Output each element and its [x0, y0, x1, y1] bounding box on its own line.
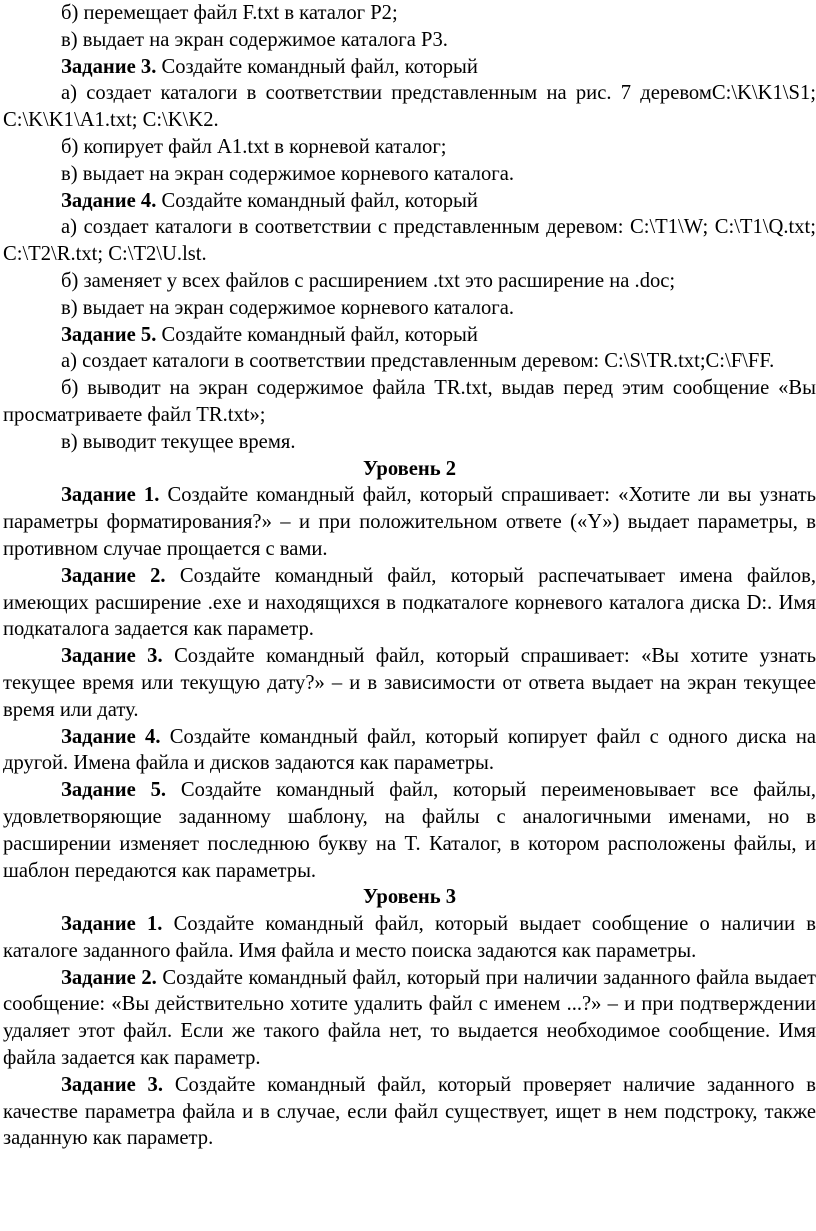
l2-task-4 [3, 724, 816, 778]
l3-task-1 [3, 911, 816, 965]
l1-task3-item-a: а) создает каталоги в соответствии представленным на рис. 7 деревомC:\K\K1\S1; C:\K\K1\A1.txt; C:\K\K2. [3, 82, 816, 132]
l1-task4-intro-text: Создайте командный файл, который [156, 189, 478, 212]
l3-task-2-label: Задание 2. [61, 966, 157, 989]
l1-task4-item-c: в) выдает на экран содержимое корневого каталога. [61, 296, 514, 319]
l2-task-5-text: Создайте командный файл, который переименовывает все файлы, удовлетворяющие заданному шаблону, на файлы с аналогичными именами, но в расширении изменяет последнюю букву на T. Каталог, в котором расположены файлы, и шаблон передаются как параметры. [3, 779, 816, 882]
l2-task-1-label: Задание 1. [61, 484, 160, 507]
l2-task-2-label: Задание 2. [61, 564, 166, 587]
l1-task4-intro [3, 188, 816, 215]
l3-task-3-text: Создайте командный файл, который проверяет наличие заданного в качестве параметра файла и в случае, если файл существует, ищет в нем подстроку, также заданную как параметр. [3, 1073, 816, 1150]
l1-task5-intro [3, 322, 816, 349]
l1-task2-item-c: в) выдает на экран содержимое каталога P3. [61, 28, 448, 51]
l1-task3-item-b: б) копирует файл A1.txt в корневой каталог; [61, 135, 447, 158]
l2-task-1-text: Создайте командный файл, который спрашивает: «Хотите ли вы узнать параметры форматирования?» – и при положительном ответе («Y») выдает параметры, в противном случае прощается с вами. [3, 484, 816, 560]
l1-task5-item-c: в) выводит текущее время. [61, 430, 296, 453]
l1-task5-item-a: а) создает каталоги в соответствии представленным деревом: C:\S\TR.txt;C:\F\FF. [61, 350, 775, 373]
l2-task-3-text: Создайте командный файл, который спрашивает: «Вы хотите узнать текущее время или текущую дату?» – и в зависимости от ответа выдает на экран текущее время или дату. [3, 645, 816, 721]
l3-task-1-text: Создайте командный файл, который выдает сообщение о наличии в каталоге заданного файла. Имя файла и место поиска задаются как параметры. [3, 913, 816, 962]
l1-task2-item-b: б) перемещает файл F.txt в каталог P2; [61, 2, 398, 24]
l1-task3-label: Задание 3. [61, 55, 157, 78]
l2-task-4-text: Создайте командный файл, который копирует файл с одного диска на другой. Имена файла и дисков задаются как параметры. [3, 725, 816, 775]
l3-task-2 [3, 965, 816, 1072]
level3-heading: Уровень 3 [362, 886, 457, 909]
l2-task-1 [3, 482, 816, 562]
l1-task5-intro-text: Создайте командный файл, который [156, 323, 478, 346]
l2-task-3-label: Задание 3. [61, 645, 163, 668]
level2-heading: Уровень 2 [362, 457, 457, 480]
document-page [3, 0, 816, 1152]
l2-task-5-label: Задание 5. [61, 779, 167, 802]
l1-task3-item-c: в) выдает на экран содержимое корневого каталога. [61, 162, 514, 185]
l2-task-5 [3, 777, 816, 884]
l1-task5-label: Задание 5. [61, 323, 157, 346]
l1-task4-item-a: а) создает каталоги в соответствии с представленным деревом: C:\T1\W; C:\T1\Q.txt; C:\T2\R.txt; C:\T2\U.lst. [3, 216, 816, 266]
l2-task-2 [3, 563, 816, 643]
l3-task-2-text: Создайте командный файл, который при наличии заданного файла выдает сообщение: «Вы действительно хотите удалить файл с именем ...?» – и при подтверждении удаляет этот файл. Если же такого файла нет, то выдается необходимое сообщение. Имя файла задается как параметр. [3, 966, 816, 1070]
l1-task3-intro [3, 54, 816, 81]
l3-task-3 [3, 1072, 816, 1152]
l1-task4-label: Задание 4. [61, 189, 157, 212]
l2-task-2-text: Создайте командный файл, который распечатывает имена файлов, имеющих расширение .exe и находящихся в подкаталоге корневого каталога диска D:. Имя подкаталога задается как параметр. [3, 564, 816, 641]
l2-task-4-label: Задание 4. [61, 725, 161, 748]
l3-task-1-label: Задание 1. [61, 913, 163, 936]
l1-task3-intro-text: Создайте командный файл, который [156, 55, 478, 78]
l1-task5-item-b: б) выводит на экран содержимое файла TR.txt, выдав перед этим сообщение «Вы просматриваете файл TR.txt»; [3, 377, 816, 426]
l2-task-3 [3, 643, 816, 723]
l1-task4-item-b: б) заменяет у всех файлов с расширением .txt это расширение на .doc; [61, 269, 676, 292]
l3-task-3-label: Задание 3. [61, 1073, 164, 1096]
